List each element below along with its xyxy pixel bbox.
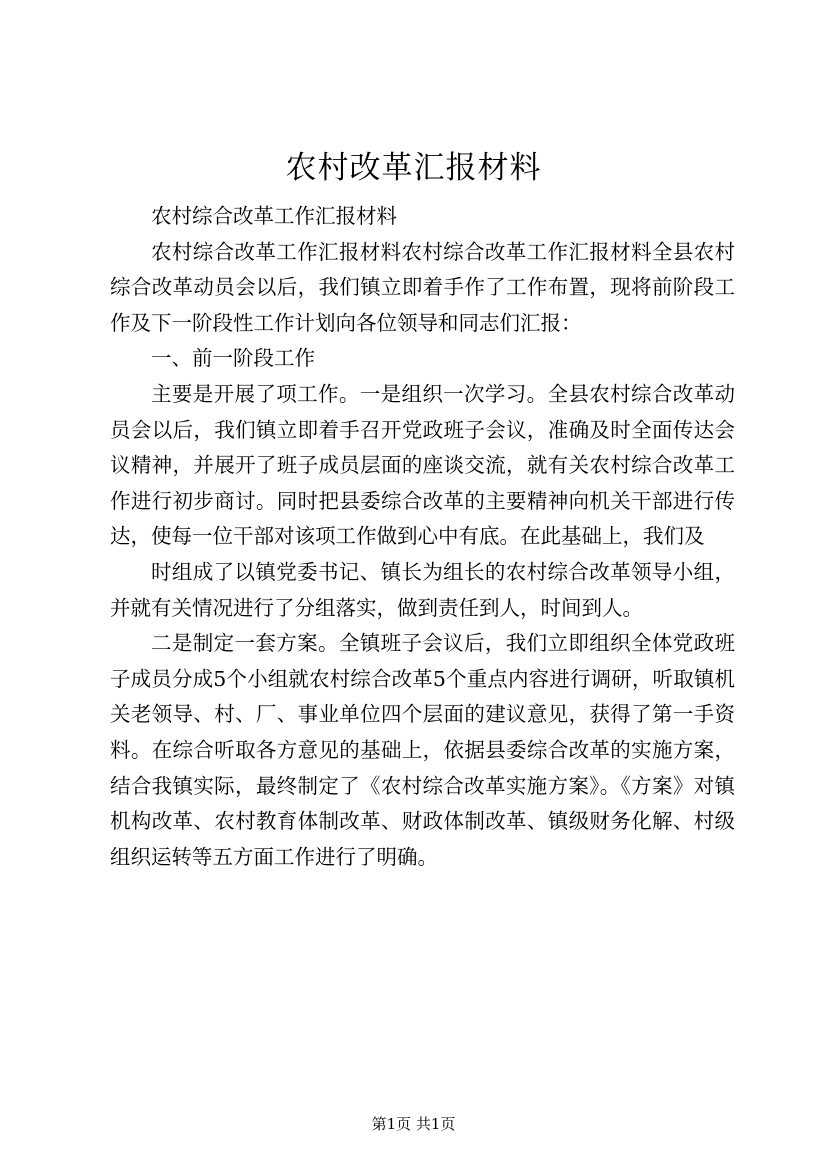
document-title: 农村改革汇报材料 [285,150,542,186]
document-body [110,199,735,875]
page-footer: 第1页 共1页 [371,1115,456,1133]
paragraph-intro: 农村综合改革工作汇报材料农村综合改革工作汇报材料全县农村综合改革动员会以后，我们镇立即着手作了工作布置，现将前阶段工作及下一阶段性工作计划向各位领导和同志们汇报： [110,239,735,335]
paragraph-work-one: 主要是开展了项工作。一是组织一次学习。全县农村综合改革动员会以后，我们镇立即着手召开党政班子会议，准确及时全面传达会议精神，并展开了班子成员层面的座谈交流，就有关农村综合改革工作进行初步商讨。同时把县委综合改革的主要精神向机关干部进行传达，使每一位干部对该项工作做到心中有底。在此基础上，我们及 [110,381,735,549]
paragraph-subtitle: 农村综合改革工作汇报材料 [151,204,397,228]
section-heading: 一、前一阶段工作 [151,346,315,371]
paragraph-leading-group: 时组成了以镇党委书记、镇长为组长的农村综合改革领导小组，并就有关情况进行了分组落实，做到责任到人，时间到人。 [110,559,735,620]
paragraph-work-two: 二是制定一套方案。全镇班子会议后，我们立即组织全体党政班子成员分成5个小组就农村综合改革5个重点内容进行调研，听取镇机关老领导、村、厂、事业单位四个层面的建议意见，获得了第一手资料。在综合听取各方意见的基础上，依据县委综合改革的实施方案，结合我镇实际，最终制定了《农村综合改革实施方案》。《方案》对镇机构改革、农村教育体制改革、财政体制改革、镇级财务化解、村级组织运转等五方面工作进行了明确。 [110,631,735,869]
